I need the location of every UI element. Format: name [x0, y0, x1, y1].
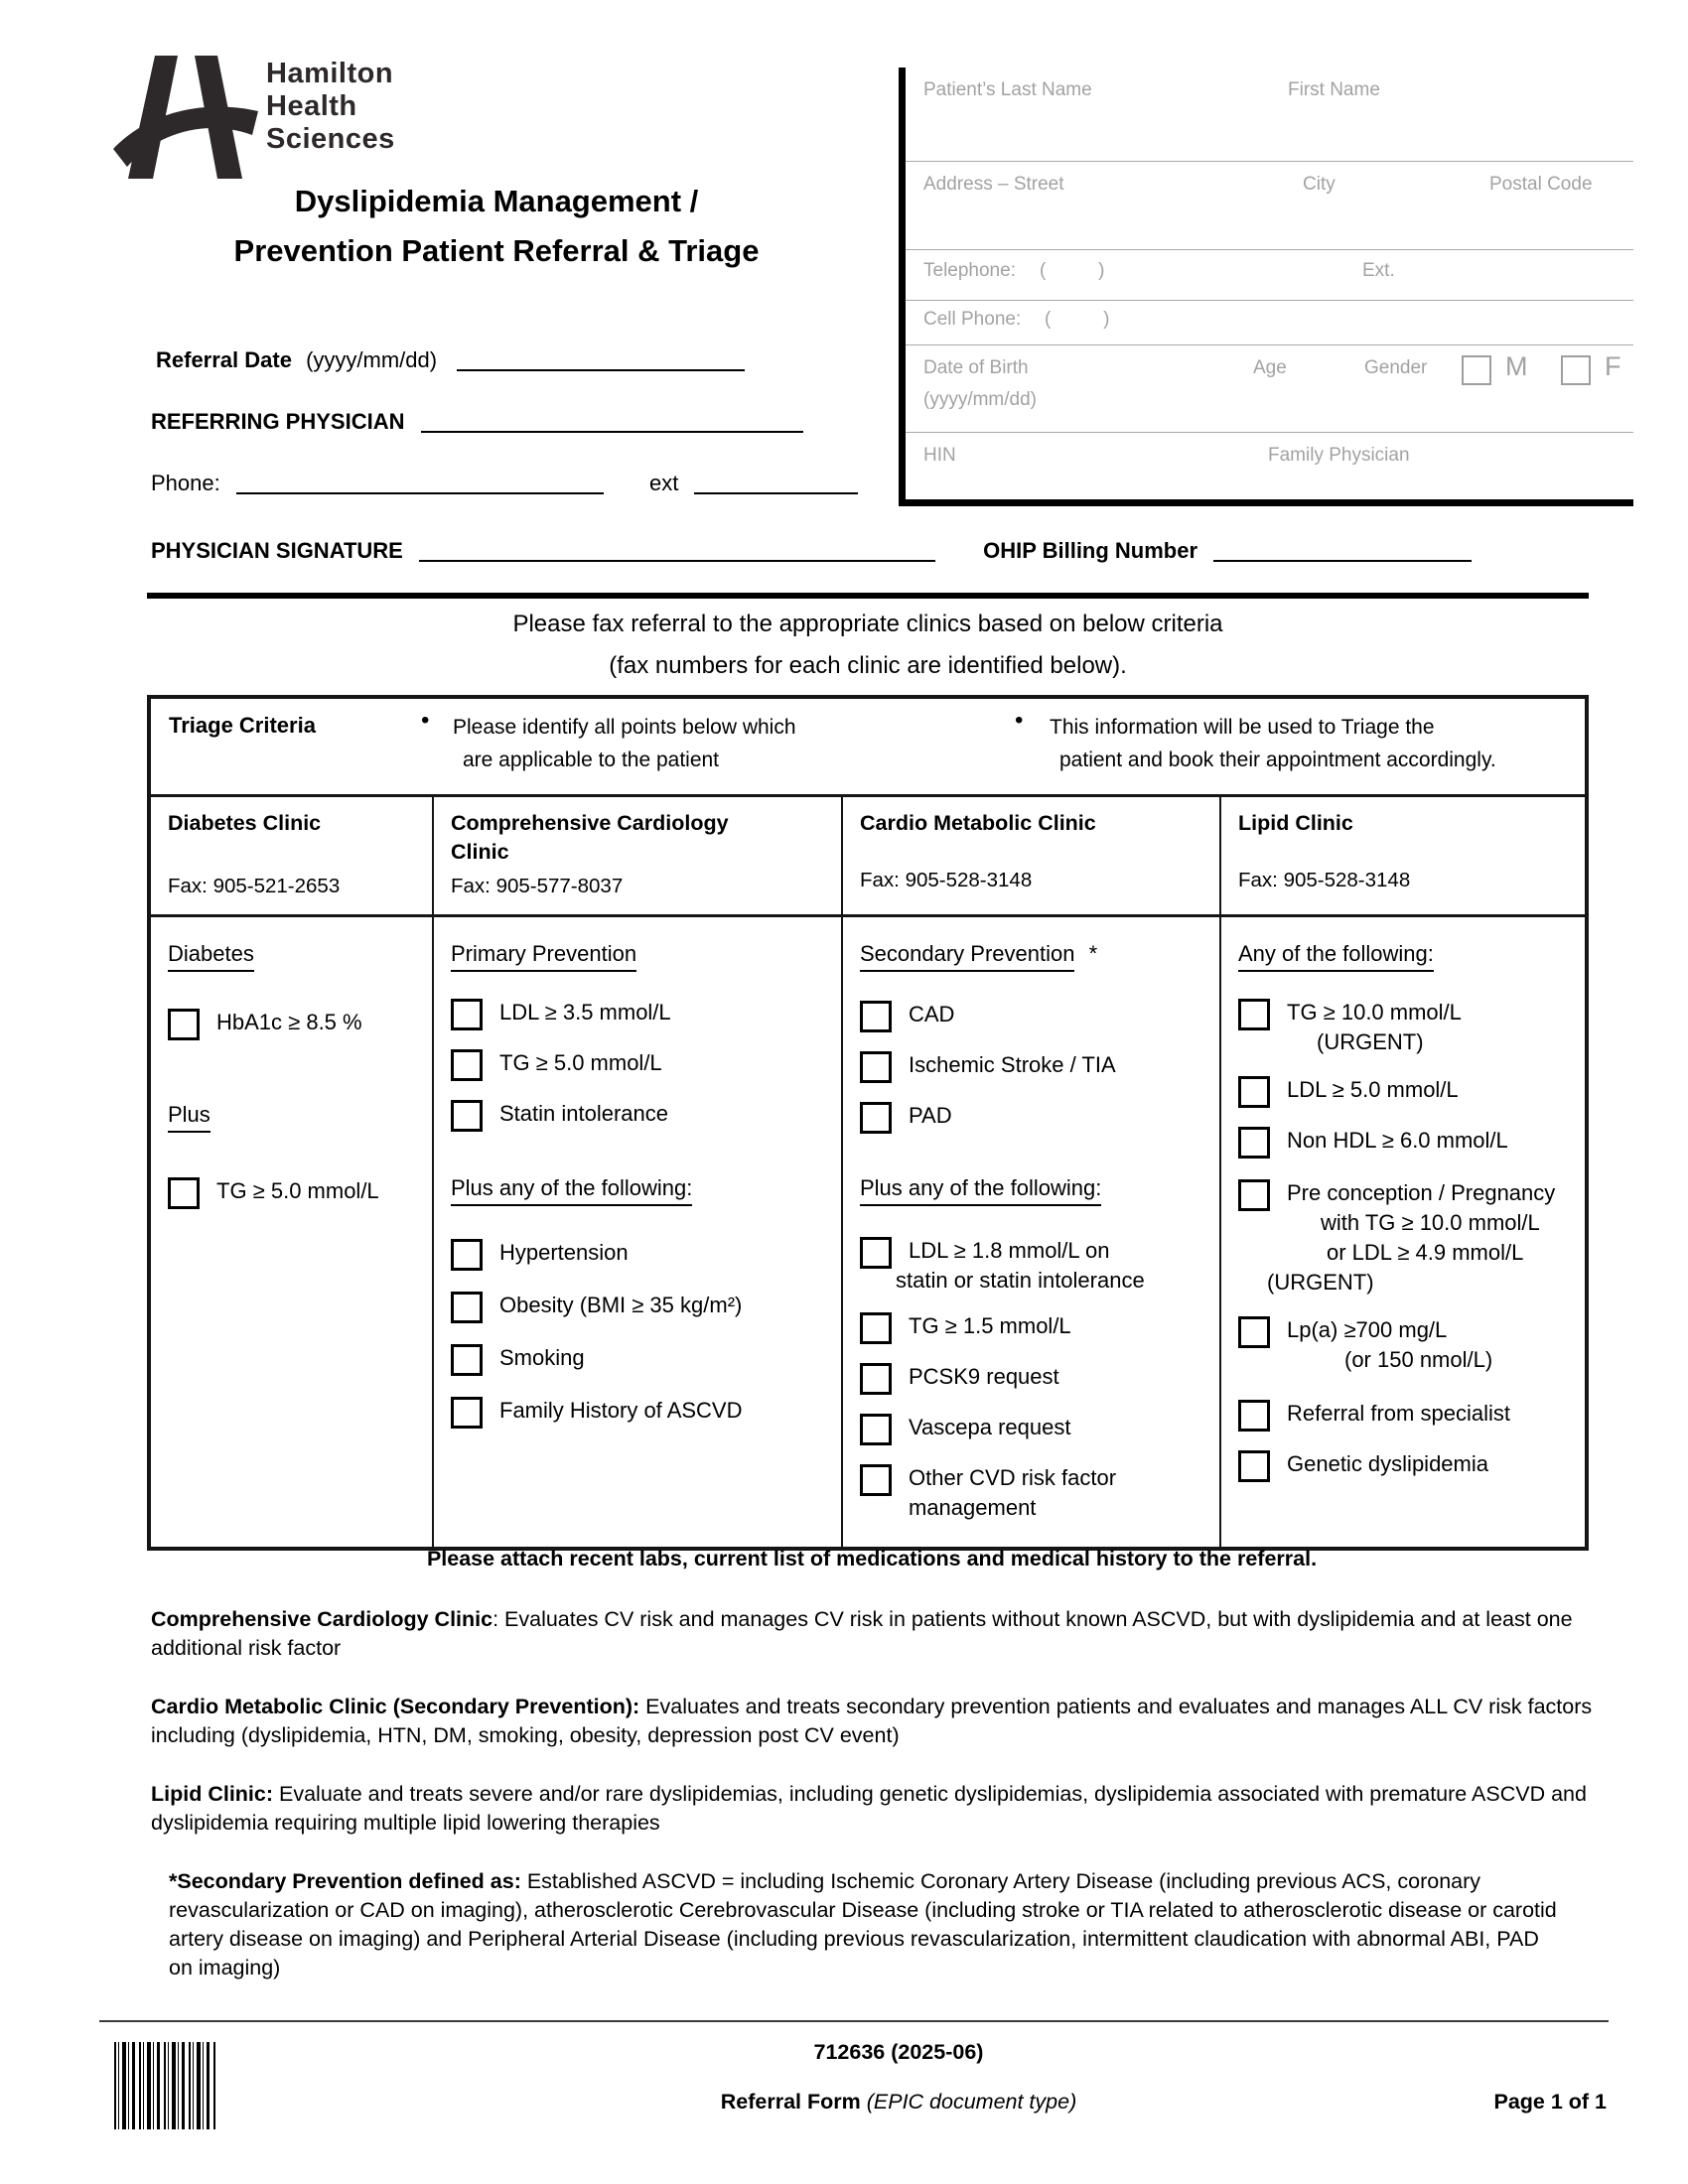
- referral-date-label: Referral Date: [156, 347, 292, 372]
- document-number: 712636 (2025-06): [813, 2040, 984, 2064]
- cardiology-clinic-description: Comprehensive Cardiology Clinic: Evaluates CV risk and manages CV risk in patients without known ASCVD, but with dyslipidemia and at least one additional risk factor: [151, 1607, 1573, 1660]
- gender-male-checkbox[interactable]: [1462, 355, 1491, 385]
- criteria-column-secondary-prevention: [843, 917, 1221, 1547]
- checkbox[interactable]: [860, 1312, 892, 1344]
- checkbox[interactable]: [1238, 1179, 1270, 1211]
- patient-info-box: [899, 68, 1633, 506]
- criteria-item: TG ≥ 10.0 mmol/L (URGENT): [1238, 998, 1577, 1057]
- column-heading-asterisk: *: [1088, 941, 1098, 966]
- physician-signature-row: [151, 536, 1472, 564]
- criteria-item: Non HDL ≥ 6.0 mmol/L: [1238, 1126, 1577, 1159]
- criteria-item: Vascepa request: [860, 1413, 1211, 1445]
- criteria-item: TG ≥ 1.5 mmol/L: [860, 1311, 1211, 1344]
- date-of-birth-label: Date of Birth: [923, 357, 1029, 378]
- criteria-item: TG ≥ 5.0 mmol/L: [168, 1176, 424, 1209]
- physician-signature-label: PHYSICIAN SIGNATURE: [151, 538, 403, 563]
- telephone-field[interactable]: ( ): [1040, 260, 1105, 281]
- family-physician-label: Family Physician: [1268, 445, 1410, 466]
- checkbox[interactable]: [168, 1177, 200, 1209]
- checkbox[interactable]: [168, 1009, 200, 1040]
- bullet-icon: •: [421, 707, 430, 734]
- criteria-item: Lp(a) ≥700 mg/L (or 150 nmol/L): [1238, 1315, 1577, 1375]
- triage-table-header: [151, 699, 1585, 797]
- postal-code-label: Postal Code: [1489, 174, 1593, 195]
- gender-female-label: F: [1605, 351, 1621, 381]
- patient-address-row: [906, 162, 1633, 250]
- physician-phone-row: [151, 469, 858, 496]
- criteria-item: LDL ≥ 5.0 mmol/L: [1238, 1075, 1577, 1108]
- triage-criteria-title: Triage Criteria: [169, 713, 316, 738]
- referring-physician-label: REFERRING PHYSICIAN: [151, 409, 405, 434]
- telephone-row: [906, 250, 1633, 301]
- column-heading: Any of the following:: [1238, 941, 1434, 972]
- criteria-item: Smoking: [451, 1343, 833, 1376]
- attach-labs-note: Please attach recent labs, current list of medications and medical history to the referral.: [426, 1547, 1318, 1570]
- column-heading: Secondary Prevention: [860, 941, 1074, 972]
- checkbox[interactable]: [860, 1051, 892, 1083]
- cell-phone-label: Cell Phone:: [923, 309, 1022, 330]
- age-label: Age: [1253, 357, 1287, 378]
- criteria-item: PCSK9 request: [860, 1362, 1211, 1395]
- hamilton-health-sciences-logo-icon: [111, 52, 260, 183]
- footer-divider: [99, 2020, 1609, 2022]
- hin-label: HIN: [923, 445, 956, 466]
- ohip-billing-number-label: OHIP Billing Number: [983, 538, 1198, 563]
- checkbox[interactable]: [1238, 1400, 1270, 1432]
- clinic-header-cardio-metabolic: [843, 797, 1221, 914]
- cardio-metabolic-description: Cardio Metabolic Clinic (Secondary Prevention): Evaluates and treats secondary prevention patients and evaluates and manages ALL CV risk factors including (dyslipidemia, HTN, DM, smoking, obesity, depression post CV event): [151, 1695, 1593, 1747]
- checkbox[interactable]: [1238, 999, 1270, 1030]
- address-street-label: Address – Street: [923, 174, 1064, 195]
- criteria-item: Ischemic Stroke / TIA: [860, 1050, 1211, 1083]
- clinic-name: Comprehensive Cardiology Clinic: [451, 811, 729, 864]
- referring-physician-row: [151, 407, 803, 435]
- cell-phone-field[interactable]: ( ): [1045, 309, 1110, 330]
- phone-label: Phone:: [151, 471, 220, 495]
- bullet-icon: •: [1015, 707, 1024, 734]
- city-label: City: [1303, 174, 1336, 195]
- referral-date-field[interactable]: [457, 345, 745, 371]
- criteria-item: Obesity (BMI ≥ 35 kg/m²): [451, 1291, 833, 1323]
- patient-last-name-label: Patient’s Last Name: [923, 79, 1092, 100]
- logo-line-1: Hamilton: [266, 58, 394, 89]
- header-bullet-1-text: Please identify all points below which are applicable to the patient: [453, 716, 796, 771]
- criteria-item: TG ≥ 5.0 mmol/L: [451, 1048, 833, 1081]
- checkbox[interactable]: [860, 1001, 892, 1032]
- gender-label: Gender: [1364, 357, 1428, 378]
- column-heading: Diabetes: [168, 941, 254, 972]
- clinic-fax: Fax: 905-528-3148: [860, 869, 1033, 891]
- fax-instruction: Please fax referral to the appropriate clinics based on below criteria (fax numbers for each clinic are identified below).: [512, 611, 1223, 679]
- checkbox[interactable]: [451, 1292, 483, 1323]
- referral-date-format: (yyyy/mm/dd): [306, 347, 438, 372]
- telephone-ext-label: Ext.: [1362, 260, 1395, 281]
- criteria-item: Other CVD risk factor management: [860, 1463, 1211, 1523]
- criteria-item: Genetic dyslipidemia: [1238, 1449, 1577, 1482]
- checkbox[interactable]: [1238, 1450, 1270, 1482]
- clinic-fax: Fax: 905-521-2653: [168, 875, 341, 897]
- section-divider: [147, 593, 1589, 599]
- checkbox[interactable]: [451, 999, 483, 1030]
- checkbox[interactable]: [1238, 1316, 1270, 1348]
- column-heading: Primary Prevention: [451, 941, 636, 972]
- criteria-item: CAD: [860, 1000, 1211, 1032]
- checkbox[interactable]: [860, 1363, 892, 1395]
- clinic-name: Cardio Metabolic Clinic: [860, 811, 1096, 835]
- gender-female-checkbox[interactable]: [1561, 355, 1591, 385]
- ext-field[interactable]: [694, 469, 858, 494]
- first-name-label: First Name: [1288, 79, 1380, 100]
- checkbox[interactable]: [860, 1102, 892, 1134]
- criteria-item: Family History of ASCVD: [451, 1396, 833, 1429]
- form-type-line: Referral Form (EPIC document type): [720, 2090, 1077, 2114]
- logo-wordmark: [266, 58, 395, 156]
- logo-line-2: Health: [266, 90, 357, 122]
- criteria-body-row: [151, 917, 1585, 1547]
- phone-field[interactable]: [236, 469, 604, 494]
- clinic-header-diabetes: [151, 797, 434, 914]
- ext-label: ext: [648, 471, 679, 495]
- logo-line-3: Sciences: [266, 123, 395, 155]
- patient-name-row: [906, 68, 1633, 162]
- column-subheading: Plus any of the following:: [451, 1175, 692, 1206]
- criteria-item: Referral from specialist: [1238, 1399, 1577, 1432]
- criteria-column-diabetes: [151, 917, 434, 1547]
- notes-section: [151, 1545, 1593, 2012]
- telephone-label: Telephone:: [923, 260, 1016, 281]
- checkbox[interactable]: [860, 1464, 892, 1496]
- criteria-column-lipid: [1221, 917, 1585, 1547]
- gender-male-label: M: [1505, 351, 1528, 381]
- criteria-item: Pre conception / Pregnancy with TG ≥ 10.0 mmol/L or LDL ≥ 4.9 mmol/L (URGENT): [1238, 1178, 1577, 1297]
- clinic-fax: Fax: 905-528-3148: [1238, 869, 1411, 891]
- referral-date-row: [156, 345, 745, 373]
- checkbox[interactable]: [860, 1237, 892, 1269]
- criteria-column-primary-prevention: [434, 917, 843, 1547]
- checkbox[interactable]: [1238, 1076, 1270, 1108]
- ohip-billing-number-field[interactable]: [1213, 536, 1472, 562]
- clinic-header-lipid: [1221, 797, 1585, 914]
- checkbox[interactable]: [451, 1239, 483, 1271]
- clinic-name: Diabetes Clinic: [168, 811, 322, 835]
- clinic-name: Lipid Clinic: [1238, 811, 1353, 835]
- criteria-item: HbA1c ≥ 8.5 %: [168, 1008, 424, 1040]
- page-number: Page 1 of 1: [1493, 2090, 1607, 2114]
- criteria-item: PAD: [860, 1101, 1211, 1134]
- criteria-item: LDL ≥ 3.5 mmol/L: [451, 998, 833, 1030]
- cell-phone-row: [906, 301, 1633, 345]
- secondary-prevention-definition: *Secondary Prevention defined as: Established ASCVD = including Ischemic Coronary Artery Disease (including previous ACS, coronary revascularization or CAD on imaging), atherosclerotic Cerebrovascular Disease (including stroke or TIA related to atherosclerotic disease or carotid artery disease on imaging) and Peripheral Arterial Disease (including previous revascularization, intermittent claudication with abnormal ABI, PAD on imaging): [169, 1869, 1557, 1979]
- criteria-item: Hypertension: [451, 1238, 833, 1271]
- physician-signature-field[interactable]: [419, 536, 935, 562]
- hin-row: [906, 433, 1633, 504]
- dob-age-gender-row: [906, 345, 1633, 433]
- clinic-fax: Fax: 905-577-8037: [451, 875, 624, 897]
- column-subheading: Plus: [168, 1102, 211, 1133]
- checkbox[interactable]: [860, 1414, 892, 1445]
- checkbox[interactable]: [451, 1344, 483, 1376]
- clinic-header-row: [151, 797, 1585, 917]
- criteria-item: LDL ≥ 1.8 mmol/L on statin or statin intolerance: [860, 1236, 1211, 1296]
- column-subheading: Plus any of the following:: [860, 1175, 1101, 1206]
- date-of-birth-format: (yyyy/mm/dd): [923, 389, 1037, 410]
- referring-physician-field[interactable]: [421, 407, 803, 433]
- checkbox[interactable]: [451, 1049, 483, 1081]
- triage-criteria-table: [147, 695, 1589, 1551]
- header-bullet-2-text: This information will be used to Triage the patient and book their appointment accordingly.: [1050, 716, 1496, 771]
- checkbox[interactable]: [451, 1100, 483, 1132]
- page-title: Dyslipidemia Management / Prevention Patient Referral & Triage: [233, 184, 760, 268]
- checkbox[interactable]: [451, 1397, 483, 1429]
- clinic-header-cardiology: [434, 797, 843, 914]
- checkbox[interactable]: [1238, 1127, 1270, 1159]
- lipid-clinic-description: Lipid Clinic: Evaluate and treats severe and/or rare dyslipidemias, including genetic dyslipidemias, dyslipidemia associated with premature ASCVD and dyslipidemia requiring multiple lipid lowering therapies: [151, 1782, 1587, 1835]
- criteria-item: Statin intolerance: [451, 1099, 833, 1132]
